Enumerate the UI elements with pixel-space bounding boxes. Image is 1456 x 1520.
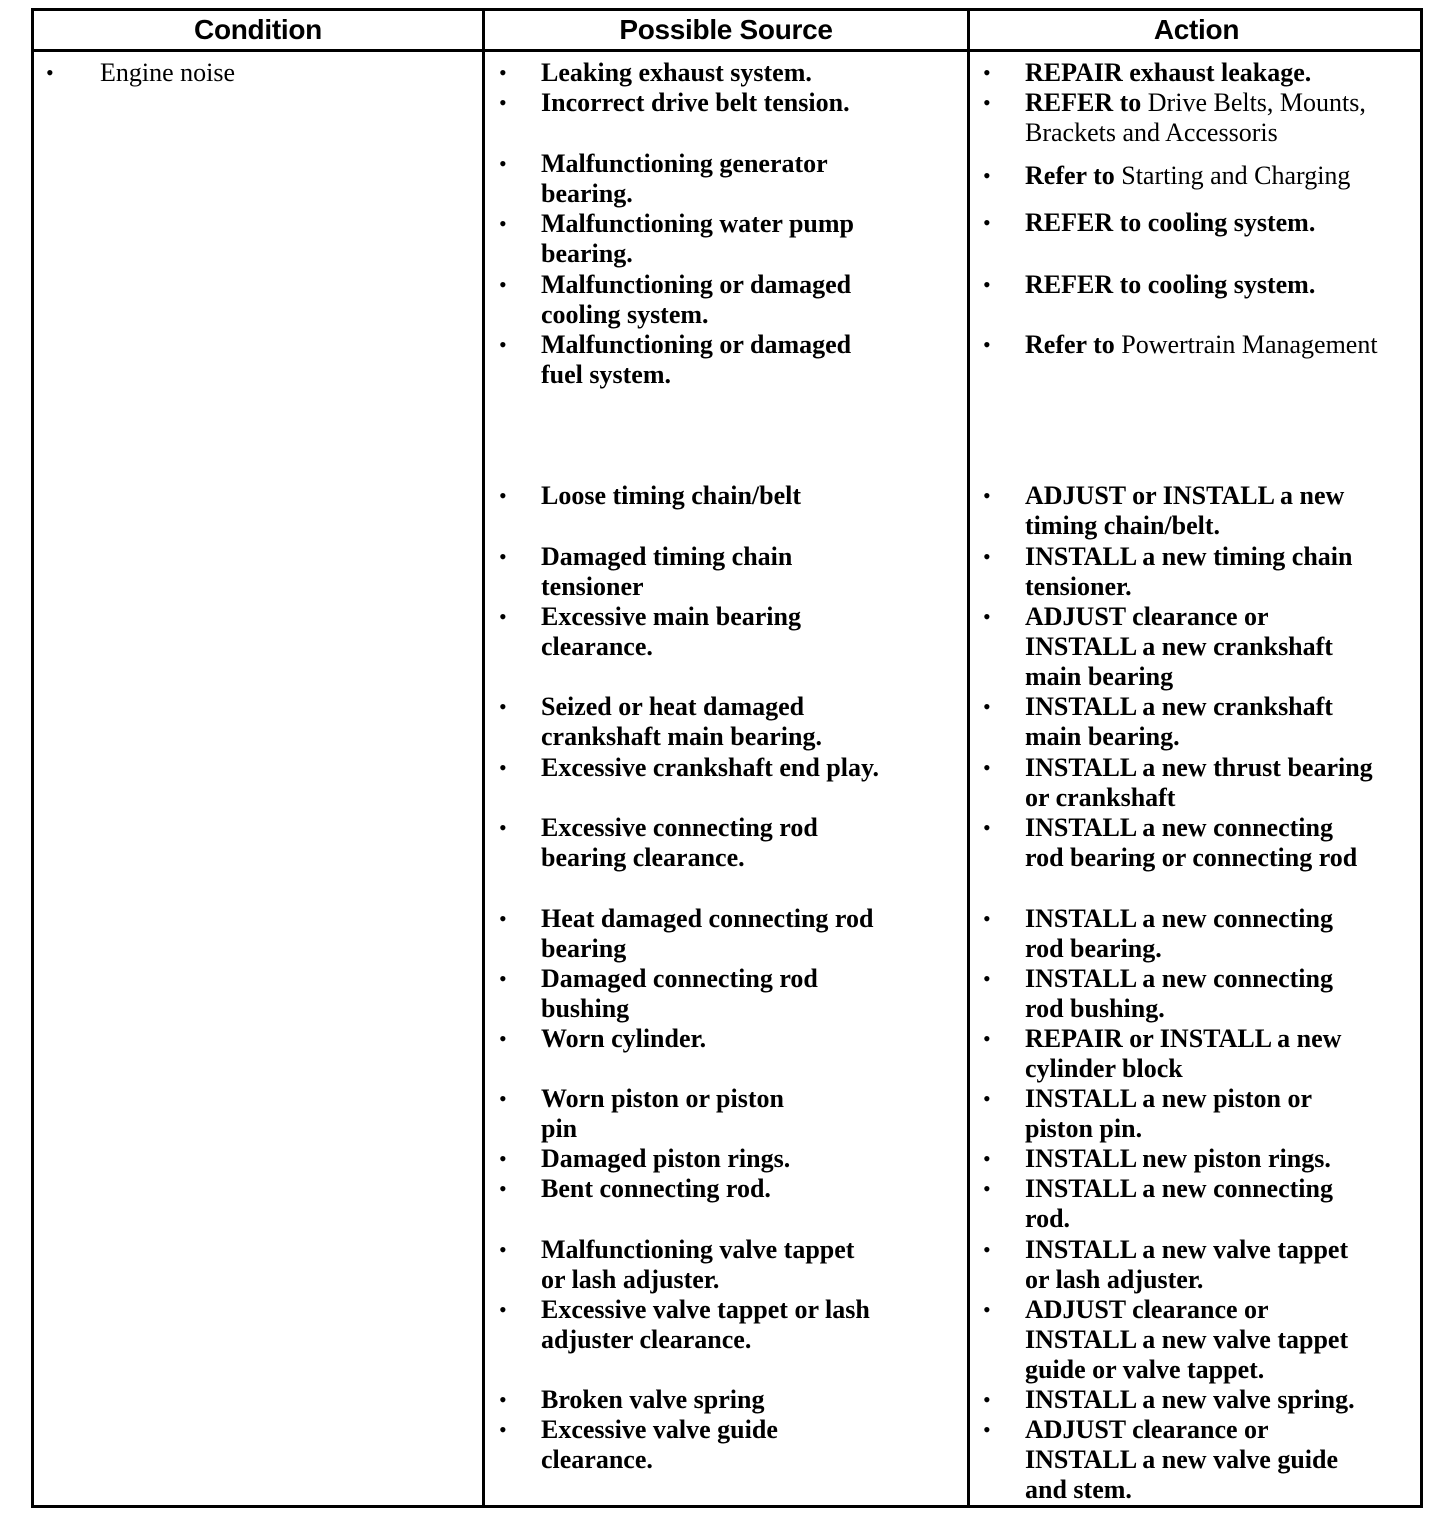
condition-item	[46, 58, 235, 88]
bullet: •	[983, 906, 991, 931]
source-item	[499, 1024, 706, 1054]
bullet: •	[983, 544, 991, 569]
bullet: •	[499, 483, 507, 508]
bullet: •	[499, 966, 507, 991]
item-text: Malfunctioning generator bearing.	[541, 149, 828, 208]
bullet: •	[983, 1417, 991, 1442]
action-item	[983, 1144, 1331, 1174]
source-item	[499, 58, 812, 88]
header-condition: Condition	[194, 14, 322, 45]
source-item	[499, 1415, 778, 1475]
bullet: •	[499, 1146, 507, 1171]
item-text	[1025, 88, 1366, 148]
item-text: Heat damaged connecting rod bearing	[541, 904, 874, 963]
item-text: REFER to	[1025, 88, 1148, 117]
bullet: •	[983, 1176, 991, 1201]
item-text: ADJUST clearance or INSTALL a new crankshaft main bearing	[1025, 602, 1333, 691]
bullet: •	[983, 332, 991, 357]
bullet: •	[499, 211, 507, 236]
action-item	[983, 1024, 1341, 1084]
item-text: REPAIR exhaust leakage.	[1025, 58, 1312, 87]
action-item	[983, 58, 1311, 88]
item-text: Excessive main bearing clearance.	[541, 602, 801, 661]
item-text: ADJUST clearance or INSTALL a new valve guide and stem.	[1025, 1415, 1339, 1504]
bullet: •	[983, 815, 991, 840]
action-item	[983, 481, 1344, 541]
action-item	[983, 753, 1373, 813]
item-text: ADJUST clearance or INSTALL a new valve tappet guide or valve tappet.	[1025, 1295, 1349, 1384]
item-text: REFER to cooling system.	[1025, 270, 1316, 299]
item-text: INSTALL a new connecting rod bearing or connecting rod	[1025, 813, 1358, 872]
condition-text: Engine noise	[100, 58, 236, 87]
bullet: •	[499, 1387, 507, 1412]
action-item	[983, 692, 1333, 752]
bullet: •	[983, 272, 991, 297]
bullet: •	[983, 60, 991, 85]
action-item	[983, 208, 1315, 238]
column-divider	[967, 11, 970, 1505]
item-text: Worn piston or piston pin	[541, 1084, 784, 1143]
source-item	[499, 481, 801, 511]
item-text: Excessive valve tappet or lash adjuster clearance.	[541, 1295, 870, 1354]
item-text: INSTALL a new timing chain tensioner.	[1025, 542, 1353, 601]
item-text: INSTALL a new connecting rod bushing.	[1025, 964, 1333, 1023]
item-text: INSTALL a new thrust bearing or crankshaft	[1025, 753, 1373, 812]
item-text: INSTALL new piston rings.	[1025, 1144, 1331, 1173]
source-item	[499, 1174, 771, 1204]
item-text: REPAIR or INSTALL a new cylinder block	[1025, 1024, 1342, 1083]
action-item	[983, 904, 1333, 964]
source-item	[499, 692, 822, 752]
action-item	[983, 1295, 1348, 1385]
item-text: Worn cylinder.	[541, 1024, 707, 1053]
bullet: •	[499, 60, 507, 85]
bullet: •	[46, 60, 54, 85]
header-action: Action	[1153, 14, 1240, 45]
item-text: Excessive crankshaft end play.	[541, 753, 880, 782]
source-item	[499, 1084, 784, 1144]
column-divider	[482, 11, 485, 1505]
action-item	[983, 813, 1357, 873]
source-item	[499, 88, 850, 118]
item-text: Drive Belts, Mounts, Brackets and Accessoris	[1025, 88, 1366, 147]
bullet: •	[983, 1237, 991, 1262]
bullet: •	[499, 694, 507, 719]
source-item	[499, 904, 873, 964]
item-text: Malfunctioning valve tappet or lash adjuster.	[541, 1235, 855, 1294]
action-item	[983, 964, 1333, 1024]
bullet: •	[983, 604, 991, 629]
action-item	[983, 1235, 1348, 1295]
item-text: Damaged piston rings.	[541, 1144, 791, 1173]
item-text: INSTALL a new connecting rod bearing.	[1025, 904, 1333, 963]
source-item	[499, 602, 801, 662]
bullet: •	[499, 755, 507, 780]
item-text: Malfunctioning or damaged cooling system.	[541, 270, 852, 329]
bullet: •	[499, 1237, 507, 1262]
item-text: Leaking exhaust system.	[541, 58, 812, 87]
item-text: Loose timing chain/belt	[541, 481, 802, 510]
item-text: Excessive connecting rod bearing clearance.	[541, 813, 818, 872]
source-item	[499, 813, 818, 873]
item-text: Incorrect drive belt tension.	[541, 88, 850, 117]
bullet: •	[983, 1086, 991, 1111]
item-text: Bent connecting rod.	[541, 1174, 771, 1203]
bullet: •	[499, 1297, 507, 1322]
action-item	[983, 1415, 1338, 1505]
item-text: Starting and Charging	[1121, 161, 1351, 190]
source-item	[499, 1144, 790, 1174]
bullet: •	[499, 604, 507, 629]
bullet: •	[983, 163, 991, 188]
source-item	[499, 330, 851, 390]
action-item	[983, 88, 1366, 148]
item-text: Broken valve spring	[541, 1385, 765, 1414]
action-item	[983, 161, 1350, 191]
bullet: •	[499, 1026, 507, 1051]
action-item	[983, 270, 1315, 300]
action-item	[983, 1385, 1355, 1415]
item-text: ADJUST or INSTALL a new timing chain/belt.	[1025, 481, 1345, 540]
bullet: •	[499, 1086, 507, 1111]
bullet: •	[983, 966, 991, 991]
action-item	[983, 542, 1352, 602]
bullet: •	[983, 694, 991, 719]
bullet: •	[499, 815, 507, 840]
item-text: Seized or heat damaged crankshaft main bearing.	[541, 692, 822, 751]
item-text	[1025, 330, 1378, 360]
header-divider	[34, 49, 1420, 52]
bullet: •	[983, 210, 991, 235]
bullet: •	[983, 90, 991, 115]
bullet: •	[983, 1387, 991, 1412]
source-item	[499, 209, 854, 269]
source-item	[499, 1385, 764, 1415]
bullet: •	[983, 1297, 991, 1322]
bullet: •	[499, 906, 507, 931]
bullet: •	[983, 1026, 991, 1051]
bullet: •	[499, 272, 507, 297]
action-item	[983, 330, 1378, 360]
bullet: •	[499, 1417, 507, 1442]
item-text: Excessive valve guide clearance.	[541, 1415, 778, 1474]
item-text: INSTALL a new connecting rod.	[1025, 1174, 1333, 1233]
item-text	[1025, 161, 1350, 191]
item-text: Powertrain Management	[1121, 330, 1378, 359]
action-item	[983, 1174, 1333, 1234]
item-text: Refer to	[1025, 330, 1122, 359]
source-item	[499, 149, 828, 209]
item-text: REFER to cooling system.	[1025, 208, 1316, 237]
header-possible-source: Possible Source	[619, 14, 833, 45]
bullet: •	[499, 90, 507, 115]
bullet: •	[983, 483, 991, 508]
item-text: Damaged timing chain tensioner	[541, 542, 793, 601]
source-item	[499, 1235, 854, 1295]
item-text: INSTALL a new valve tappet or lash adjuster.	[1025, 1235, 1349, 1294]
source-item	[499, 1295, 870, 1355]
item-text: Malfunctioning water pump bearing.	[541, 209, 854, 268]
source-item	[499, 753, 879, 783]
item-text: INSTALL a new crankshaft main bearing.	[1025, 692, 1333, 751]
action-item	[983, 602, 1333, 692]
action-item	[983, 1084, 1312, 1144]
item-text: Damaged connecting rod bushing	[541, 964, 818, 1023]
item-text: Refer to	[1025, 161, 1122, 190]
bullet: •	[983, 755, 991, 780]
source-item	[499, 964, 818, 1024]
source-item	[499, 542, 792, 602]
item-text: Malfunctioning or damaged fuel system.	[541, 330, 852, 389]
bullet: •	[499, 151, 507, 176]
bullet: •	[983, 1146, 991, 1171]
troubleshooting-table	[31, 8, 1423, 1508]
bullet: •	[499, 332, 507, 357]
bullet: •	[499, 1176, 507, 1201]
bullet: •	[499, 544, 507, 569]
item-text: INSTALL a new piston or piston pin.	[1025, 1084, 1313, 1143]
source-item	[499, 270, 851, 330]
item-text: INSTALL a new valve spring.	[1025, 1385, 1355, 1414]
